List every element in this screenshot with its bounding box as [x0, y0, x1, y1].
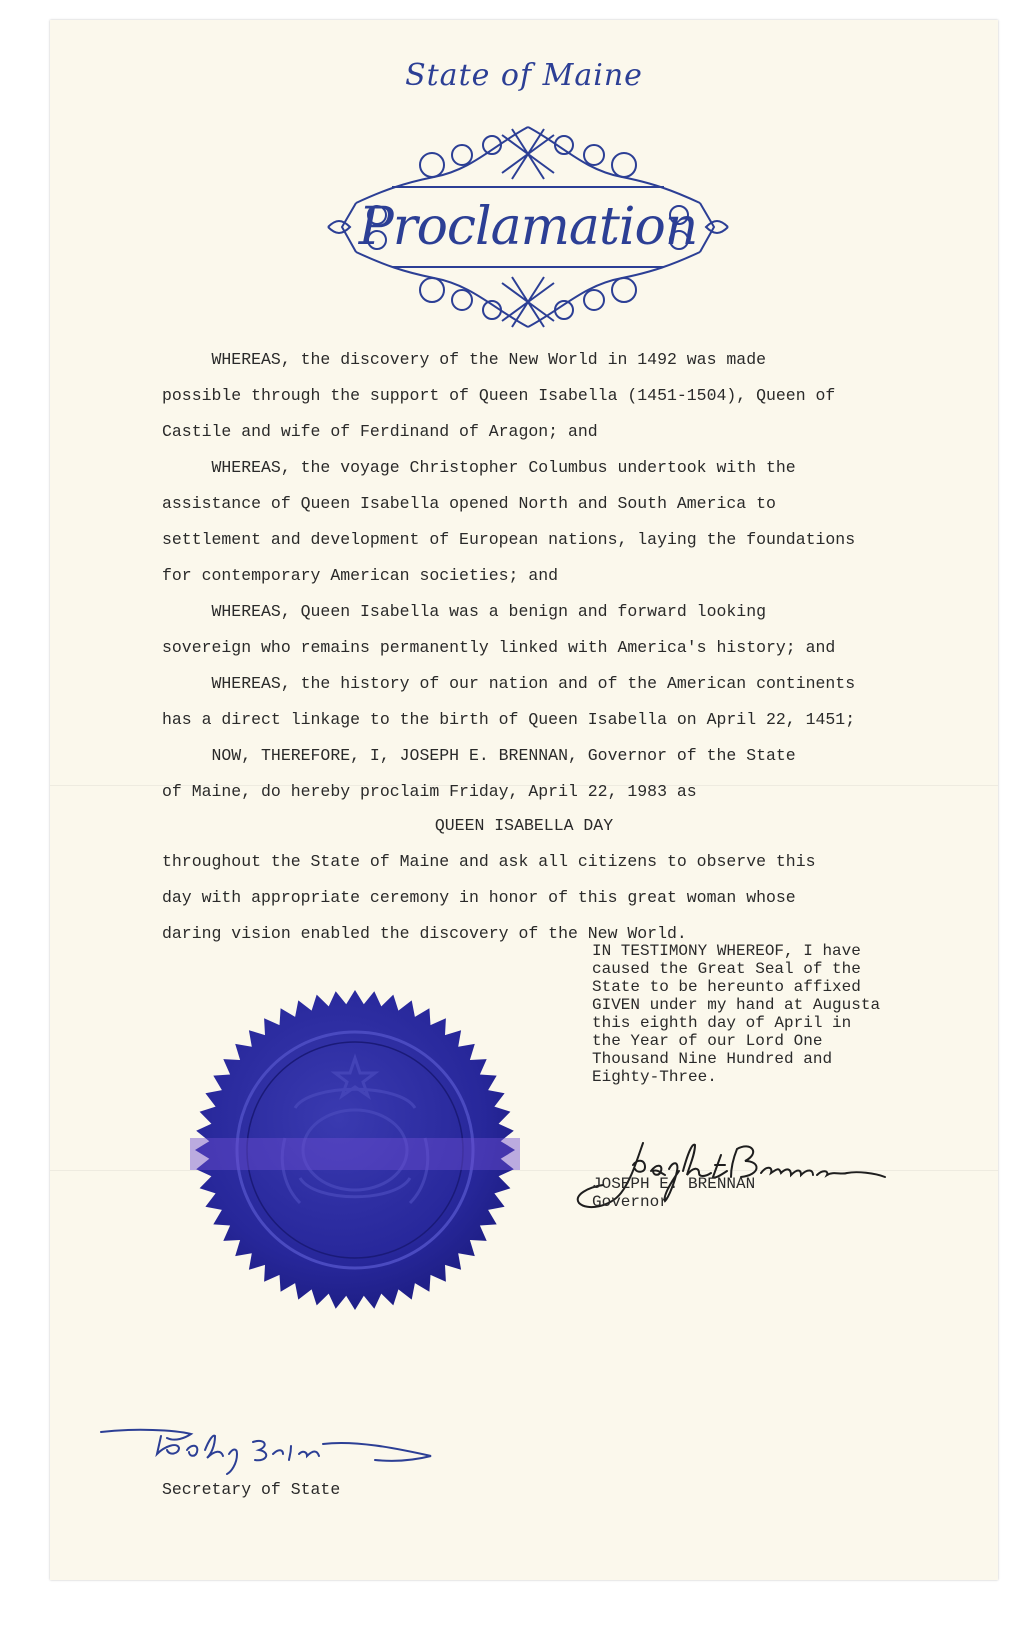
proclamation-document [50, 20, 998, 1580]
closing-paragraph: throughout the State of Maine and ask all citizens to observe this day with appropriate ceremony in honor of this great woman whose daring vision enabled the discovery of the New World. [162, 852, 816, 943]
testimony-block: IN TESTIMONY WHEREOF, I have caused the Great Seal of the State to be hereunto affixed GIVEN under my hand at Augusta this eighth day of April in the Year of our Lord One Thousand Nine Hundred and Eighty-Three. [592, 942, 881, 1086]
secretary-title: Secretary of State [162, 1480, 341, 1499]
proclamation-crest [322, 115, 734, 340]
whereas-paragraph-4: WHEREAS, the history of our nation and of the American continents has a direct linkage to the birth of Queen Isabella on April 22, 1451; [162, 674, 856, 729]
proclamation-paragraph: NOW, THEREFORE, I, JOSEPH E. BRENNAN, Governor of the State of Maine, do hereby proclaim Friday, April 22, 1983 as [162, 746, 796, 801]
whereas-paragraph-1: WHEREAS, the discovery of the New World in 1492 was made possible through the support of Queen Isabella (1451-1504), Queen of Castile and wife of Ferdinand of Aragon; and [162, 350, 836, 441]
whereas-paragraph-2: WHEREAS, the voyage Christopher Columbus undertook with the assistance of Queen Isabella opened North and South America to settlement and development of European nations, laying the foundations for contemporary American societies; and [162, 458, 856, 585]
state-seal-icon [190, 988, 520, 1313]
state-heading: State of Maine [405, 58, 643, 93]
proclamation-title: Proclamation [358, 197, 698, 257]
governor-name: JOSEPH E. BRENNAN [592, 1175, 756, 1193]
whereas-paragraph-3: WHEREAS, Queen Isabella was a benign and forward looking sovereign who remains permanently linked with America's history; and [162, 602, 836, 657]
governor-title: Governor [592, 1193, 669, 1211]
secretary-signature [95, 1420, 445, 1480]
day-title: QUEEN ISABELLA DAY [434, 816, 614, 835]
